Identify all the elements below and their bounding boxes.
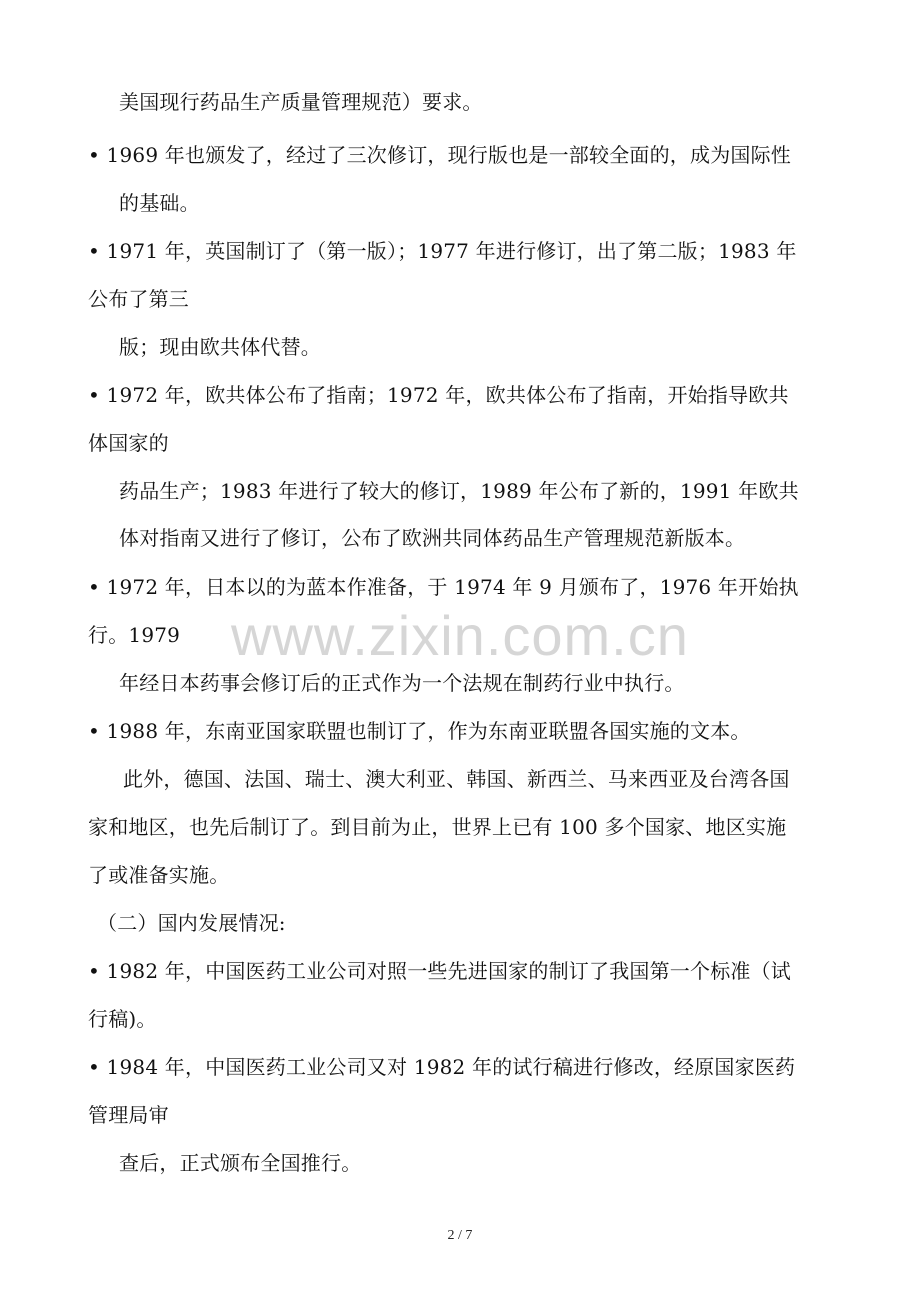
text-line: 美国现行药品生产质量管理规范）要求。	[119, 90, 483, 114]
text-line: 的基础。	[119, 191, 200, 215]
text-line: 行。1979	[88, 623, 181, 647]
text-line: 体对指南又进行了修订，公布了欧洲共同体药品生产管理规范新版本。	[119, 526, 746, 550]
text-line: 版；现由欧共体代替。	[119, 335, 321, 359]
bullet-line: • 1972 年，日本以的为蓝本作准备，于 1974 年 9 月颁布了，1976 年开始执	[88, 575, 799, 599]
bullet-line: • 1972 年，欧共体公布了指南；1972 年，欧共体公布了指南，开始指导欧共	[88, 383, 789, 407]
text-line: 体国家的	[88, 431, 169, 455]
text-line: 药品生产；1983 年进行了较大的修订，1989 年公布了新的，1991 年欧共	[119, 479, 799, 503]
text-line: 此外，德国、法国、瑞士、澳大利亚、韩国、新西兰、马来西亚及台湾各国	[123, 767, 790, 791]
text-line: 管理局审	[88, 1103, 169, 1127]
bullet-line: • 1988 年，东南亚国家联盟也制订了，作为东南亚联盟各国实施的文本。	[88, 719, 751, 743]
page-number: 2 / 7	[447, 1228, 473, 1243]
text-line: 了或准备实施。	[88, 863, 230, 887]
bullet-line: • 1969 年也颁发了，经过了三次修订，现行版也是一部较全面的，成为国际性	[88, 143, 792, 167]
bullet-line: • 1984 年，中国医药工业公司又对 1982 年的试行稿进行修改，经原国家医药	[88, 1055, 796, 1079]
text-line: 家和地区，也先后制订了。到目前为止，世界上已有 100 多个国家、地区实施	[88, 815, 787, 839]
text-line: 公布了第三	[88, 287, 189, 311]
section-heading: （二）国内发展情况:	[97, 911, 286, 935]
text-line: 查后，正式颁布全国推行。	[119, 1151, 362, 1175]
watermark: www.zixin.com.cn	[231, 604, 689, 667]
text-line: 年经日本药事会修订后的正式作为一个法规在制药行业中执行。	[119, 671, 685, 695]
text-line: 行稿)。	[88, 1007, 157, 1031]
bullet-line: • 1971 年，英国制订了（第一版）；1977 年进行修订，出了第二版；1983 年	[88, 239, 797, 263]
bullet-line: • 1982 年，中国医药工业公司对照一些先进国家的制订了我国第一个标准（试	[88, 959, 792, 983]
